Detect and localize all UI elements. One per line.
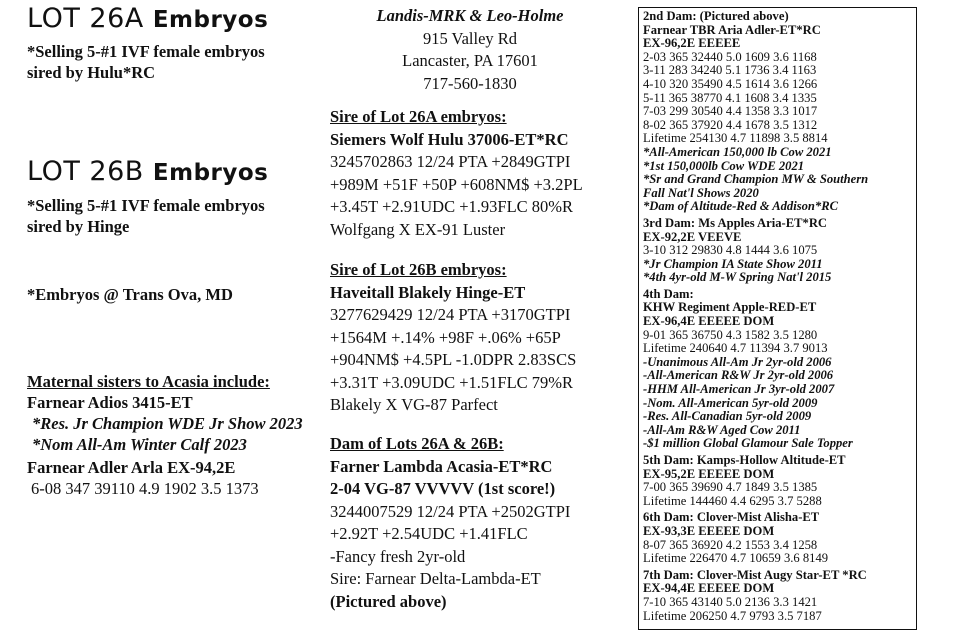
dam4-honor: -HHM All-American Jr 3yr-old 2007 [643, 383, 835, 397]
sire-26b-line: Blakely X VG-87 Parfect [330, 395, 498, 414]
dam2-record: 2-03 365 32440 5.0 1609 3.6 1168 [643, 50, 817, 64]
lot-26b-title: LOT 26B Embryos [27, 156, 269, 187]
dam4-name: KHW Regiment Apple-RED-ET [643, 301, 817, 315]
dam2-record: 7-03 299 30540 4.4 1358 3.3 1017 [643, 105, 818, 119]
dam2-record: 8-02 365 37920 4.4 1678 3.5 1312 [643, 118, 818, 132]
sister-1-name: Farnear Adios 3415-ET [27, 393, 193, 412]
dam6-lifetime: Lifetime 226470 4.7 10659 3.6 8149 [643, 552, 829, 566]
dam7-header: 7th Dam: Clover-Mist Augy Star-ET *RC [643, 568, 867, 582]
dam-score: 2-04 VG-87 VVVVV (1st score!) [330, 479, 556, 498]
dam3-record: 3-10 312 29830 4.8 1444 3.6 1075 [643, 244, 818, 258]
dam2-record: 5-11 365 38770 4.1 1608 3.4 1335 [643, 91, 817, 105]
dam3-honor: *Jr Champion IA State Show 2011 [643, 257, 823, 271]
sire-26b-name: Haveitall Blakely Hinge-ET [330, 282, 526, 302]
consignor-block [330, 5, 610, 95]
sire-26b-line: +904NM$ +4.5PL -1.0DPR 2.83SCS [330, 350, 577, 369]
dam4-header: 4th Dam: [643, 287, 694, 301]
dam2-honor: Fall Nat'l Shows 2020 [643, 186, 759, 200]
dam3-score: EX-92,2E VEEVE [643, 230, 742, 244]
dam-line: Sire: Farnear Delta-Lambda-ET [330, 569, 541, 588]
sire-26a-name: Siemers Wolf Hulu 37006-ET*RC [330, 129, 569, 149]
sister-2-name: Farnear Adler Arla EX-94,2E [27, 458, 236, 477]
dam-name: Farner Lambda Acasia-ET*RC [330, 456, 553, 476]
sire-26b-line: +3.31T +3.09UDC +1.51FLC 79%R [330, 372, 574, 392]
sire-26a-line: +989M +51F +50P +608NM$ +3.2PL [330, 174, 583, 194]
dam5-lifetime: Lifetime 144460 4.4 6295 3.7 5288 [643, 494, 822, 508]
sire-26a-line: 3245702863 12/24 PTA +2849GTPI [330, 152, 571, 171]
dam-line: -Fancy fresh 2yr-old [330, 546, 466, 566]
dam-line: +2.92T +2.54UDC +1.41FLC [330, 524, 528, 543]
sire-26b-line: +1564M +.14% +98F +.06% +65P [330, 327, 561, 347]
dam2-score: EX-96,2E EEEEE [643, 37, 741, 51]
maternal-sisters-heading: Maternal sisters to Acasia include: [27, 372, 270, 391]
dam3-header: 3rd Dam: Ms Apples Aria-ET*RC [643, 216, 828, 230]
dam4-honor: -Nom. All-American 5yr-old 2009 [643, 396, 818, 410]
lot-26a-title: LOT 26A Embryos [27, 3, 269, 34]
sister-1-note: *Res. Jr Champion WDE Jr Show 2023 [32, 414, 303, 433]
dam-line: 3244007529 12/24 PTA +2502GTPI [330, 501, 571, 521]
sister-1-note: *Nom All-Am Winter Calf 2023 [32, 435, 247, 454]
sire-26a-heading: Sire of Lot 26A embryos: [330, 107, 507, 126]
dam4-honor: -Res. All-Canadian 5yr-old 2009 [643, 410, 812, 424]
dam2-header: 2nd Dam: (Pictured above) [643, 10, 789, 23]
sire-26b-line: 3277629429 12/24 PTA +3170GTPI [330, 305, 571, 324]
dam2-record: 4-10 320 35490 4.5 1614 3.6 1266 [643, 77, 818, 91]
dam2-honor: *Dam of Altitude-Red & Addison*RC [643, 200, 838, 214]
consignor-name: Landis-MRK & Leo-Holme [376, 6, 564, 25]
dam7-record: 7-10 365 43140 5.0 2136 3.3 1421 [643, 595, 818, 609]
sire-26a-line: Wolfgang X EX-91 Luster [330, 219, 506, 239]
dam4-lifetime: Lifetime 240640 4.7 11394 3.7 9013 [643, 342, 828, 356]
dam2-record: 3-11 283 34240 5.1 1736 3.4 1163 [643, 64, 817, 78]
consignor-street: 915 Valley Rd [422, 28, 518, 48]
dam2-name: Farnear TBR Aria Adler-ET*RC [643, 23, 821, 37]
dam4-honor: -All-American R&W Jr 2yr-old 2006 [643, 369, 834, 383]
pedigree-list [643, 10, 915, 623]
consignor-city: Lancaster, PA 17601 [402, 51, 538, 70]
sire-26a-section [330, 106, 583, 241]
sire-26a-line: +3.45T +2.91UDC +1.93FLC 80%R [330, 197, 574, 216]
dam-heading: Dam of Lots 26A & 26B: [330, 434, 504, 453]
maternal-sisters-section [27, 371, 303, 499]
sister-2-record: 6-08 347 39110 4.9 1902 3.5 1373 [31, 479, 259, 498]
dam5-header: 5th Dam: Kamps-Hollow Altitude-ET [643, 454, 846, 467]
dam7-lifetime: Lifetime 206250 4.7 9793 3.5 7187 [643, 609, 822, 623]
dam2-honor: *Sr and Grand Champion MW & Southern [643, 173, 869, 187]
dam5-score: EX-95,2E EEEEE DOM [643, 467, 775, 481]
dam6-record: 8-07 365 36920 4.2 1553 3.4 1258 [643, 538, 818, 552]
dam7-score: EX-94,4E EEEEE DOM [643, 582, 775, 596]
dam-section [330, 433, 570, 613]
embryos-location: *Embryos @ Trans Ova, MD [27, 285, 233, 304]
consignor-phone: 717-560-1830 [423, 73, 517, 93]
dam2-honor: *1st 150,000lb Cow WDE 2021 [643, 159, 805, 173]
dam2-honor: *All-American 150,000 lb Cow 2021 [643, 145, 832, 159]
dam4-honor: -$1 million Global Glamour Sale Topper [643, 437, 853, 451]
dam6-score: EX-93,3E EEEEE DOM [643, 524, 775, 538]
dam4-record: 9-01 365 36750 4.3 1582 3.5 1280 [643, 328, 818, 342]
sire-26b-heading: Sire of Lot 26B embryos: [330, 260, 507, 279]
dam6-header: 6th Dam: Clover-Mist Alisha-ET [643, 511, 820, 525]
dam-pictured-note: (Pictured above) [330, 591, 447, 611]
dam5-record: 7-00 365 39690 4.7 1849 3.5 1385 [643, 481, 818, 495]
sire-26b-section [330, 259, 576, 417]
dam4-honor: -Unanimous All-Am Jr 2yr-old 2006 [643, 355, 832, 369]
dam2-lifetime: Lifetime 254130 4.7 11898 3.5 8814 [643, 132, 828, 146]
lot-26b-description: *Selling 5-#1 IVF female embryos sired by Hinge [27, 196, 265, 236]
dam4-score: EX-96,4E EEEEE DOM [643, 315, 775, 329]
dam3-honor: *4th 4yr-old M-W Spring Nat'l 2015 [643, 271, 832, 285]
dam4-honor: -All-Am R&W Aged Cow 2011 [643, 423, 801, 437]
lot-26a-description: *Selling 5-#1 IVF female embryos sired by Hulu*RC [27, 42, 265, 82]
